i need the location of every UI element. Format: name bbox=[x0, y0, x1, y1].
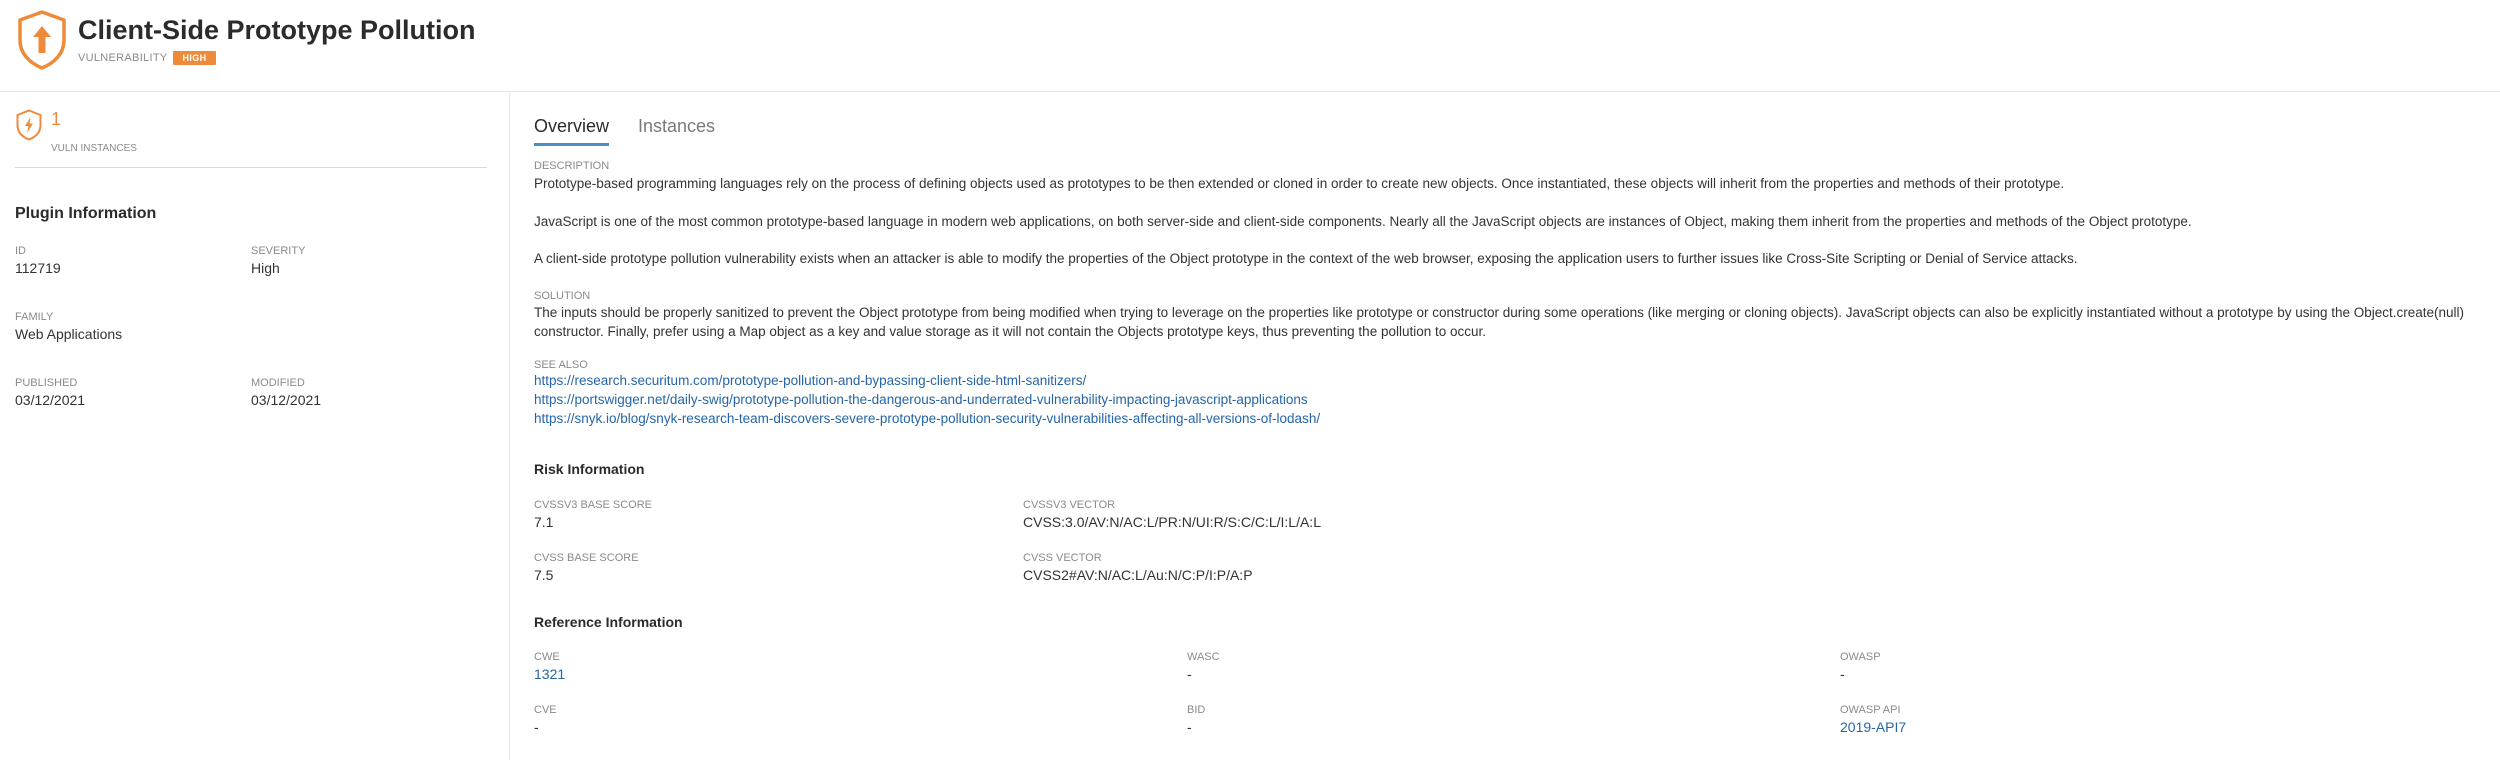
owasp-label: OWASP bbox=[1840, 651, 1881, 663]
shield-lightning-icon bbox=[15, 109, 43, 141]
severity-badge: HIGH bbox=[173, 51, 215, 65]
cwe-link[interactable]: 1321 bbox=[534, 666, 566, 682]
severity-label: SEVERITY bbox=[251, 245, 306, 257]
id-label: ID bbox=[15, 245, 26, 257]
see-also-link[interactable]: https://research.securitum.com/prototype-pollution-and-bypassing-client-side-html-sanitizers/ bbox=[534, 373, 1087, 388]
cvssv3-base-score-label: CVSSV3 BASE SCORE bbox=[534, 499, 652, 511]
solution-text: The inputs should be properly sanitized to prevent the Object prototype from being modified when trying to leverage on the properties like prototype or constructor during some operations (like merging or cloning objects). JavaScript objects can also be explicitly instantiated without a prototype by using the Object.create(null) constructor. Finally, prefer using a Map object as a key and value storage as it will not contain the Objects prototype keys, thus preventing the pollution to occur. bbox=[534, 305, 2465, 339]
id-value: 112719 bbox=[15, 260, 61, 276]
vuln-instances-summary[interactable] bbox=[15, 109, 137, 154]
modified-value: 03/12/2021 bbox=[251, 392, 322, 408]
title-subline bbox=[78, 51, 216, 65]
cwe-label: CWE bbox=[534, 651, 560, 663]
description-paragraph: Prototype-based programming languages rely on the process of defining objects used as prototypes to be then extended or cloned in order to create new objects. Once instantiated, these objects will inherit from the properties and methods of their prototype. bbox=[534, 176, 2065, 191]
family-value: Web Applications bbox=[15, 326, 123, 342]
owasp-value: - bbox=[1840, 666, 1845, 682]
cvss-vector-value: CVSS2#AV:N/AC:L/Au:N/C:P/I:P/A:P bbox=[1023, 567, 1253, 583]
published-value: 03/12/2021 bbox=[15, 392, 86, 408]
cvss-base-score-label: CVSS BASE SCORE bbox=[534, 552, 639, 564]
owasp-api-label: OWASP API bbox=[1840, 704, 1901, 716]
shield-alert-icon bbox=[16, 10, 68, 70]
bid-value: - bbox=[1187, 719, 1192, 735]
description-paragraph: A client-side prototype pollution vulnerability exists when an attacker is able to modify the properties of the Object prototype in the context of the web browser, exposing the application users to further issues like Cross-Site Scripting or Denial of Service attacks. bbox=[534, 251, 2078, 266]
see-also-label: SEE ALSO bbox=[534, 359, 588, 371]
page-header bbox=[0, 0, 2500, 92]
page-title: Client-Side Prototype Pollution bbox=[78, 15, 476, 45]
cve-value: - bbox=[534, 719, 539, 735]
left-sidebar bbox=[0, 93, 510, 760]
owasp-api-link[interactable]: 2019-API7 bbox=[1840, 719, 1907, 735]
cvss-vector-label: CVSS VECTOR bbox=[1023, 552, 1102, 564]
plugin-information-title: Plugin Information bbox=[15, 205, 157, 222]
cvssv3-vector-value: CVSS:3.0/AV:N/AC:L/PR:N/UI:R/S:C/C:L/I:L/A:L bbox=[1023, 514, 1321, 530]
cve-label: CVE bbox=[534, 704, 557, 716]
bid-label: BID bbox=[1187, 704, 1206, 716]
divider bbox=[15, 167, 487, 168]
description-paragraph: JavaScript is one of the most common prototype-based language in modern web applications, on both server-side and client-side components. Nearly all the JavaScript objects are instances of Object, making them inherit from the properties and methods of the Object prototype. bbox=[534, 214, 2192, 229]
solution-label: SOLUTION bbox=[534, 290, 591, 302]
wasc-label: WASC bbox=[1187, 651, 1220, 663]
family-label: FAMILY bbox=[15, 311, 54, 323]
reference-information-title: Reference Information bbox=[534, 614, 683, 630]
vuln-instances-count: 1 bbox=[51, 109, 62, 129]
cvss-base-score-value: 7.5 bbox=[534, 567, 554, 583]
see-also-link[interactable]: https://portswigger.net/daily-swig/prototype-pollution-the-dangerous-and-underrated-vulnerability-impacting-javascript-applications bbox=[534, 392, 1308, 407]
tab-overview[interactable]: Overview bbox=[534, 116, 609, 146]
vuln-instances-label: VULN INSTANCES bbox=[51, 143, 137, 154]
tab-instances[interactable]: Instances bbox=[638, 116, 716, 136]
main-content bbox=[511, 93, 2500, 760]
description-label: DESCRIPTION bbox=[534, 160, 610, 172]
wasc-value: - bbox=[1187, 666, 1192, 682]
cvssv3-base-score-value: 7.1 bbox=[534, 514, 554, 530]
modified-label: MODIFIED bbox=[251, 377, 305, 389]
published-label: PUBLISHED bbox=[15, 377, 78, 389]
severity-value: High bbox=[251, 260, 280, 276]
cvssv3-vector-label: CVSSV3 VECTOR bbox=[1023, 499, 1116, 511]
item-type-label: VULNERABILITY bbox=[78, 52, 168, 64]
see-also-link[interactable]: https://snyk.io/blog/snyk-research-team-discovers-severe-prototype-pollution-security-vulnerabilities-affecting-all-versions-of-lodash/ bbox=[534, 411, 1321, 426]
risk-information-title: Risk Information bbox=[534, 461, 645, 477]
